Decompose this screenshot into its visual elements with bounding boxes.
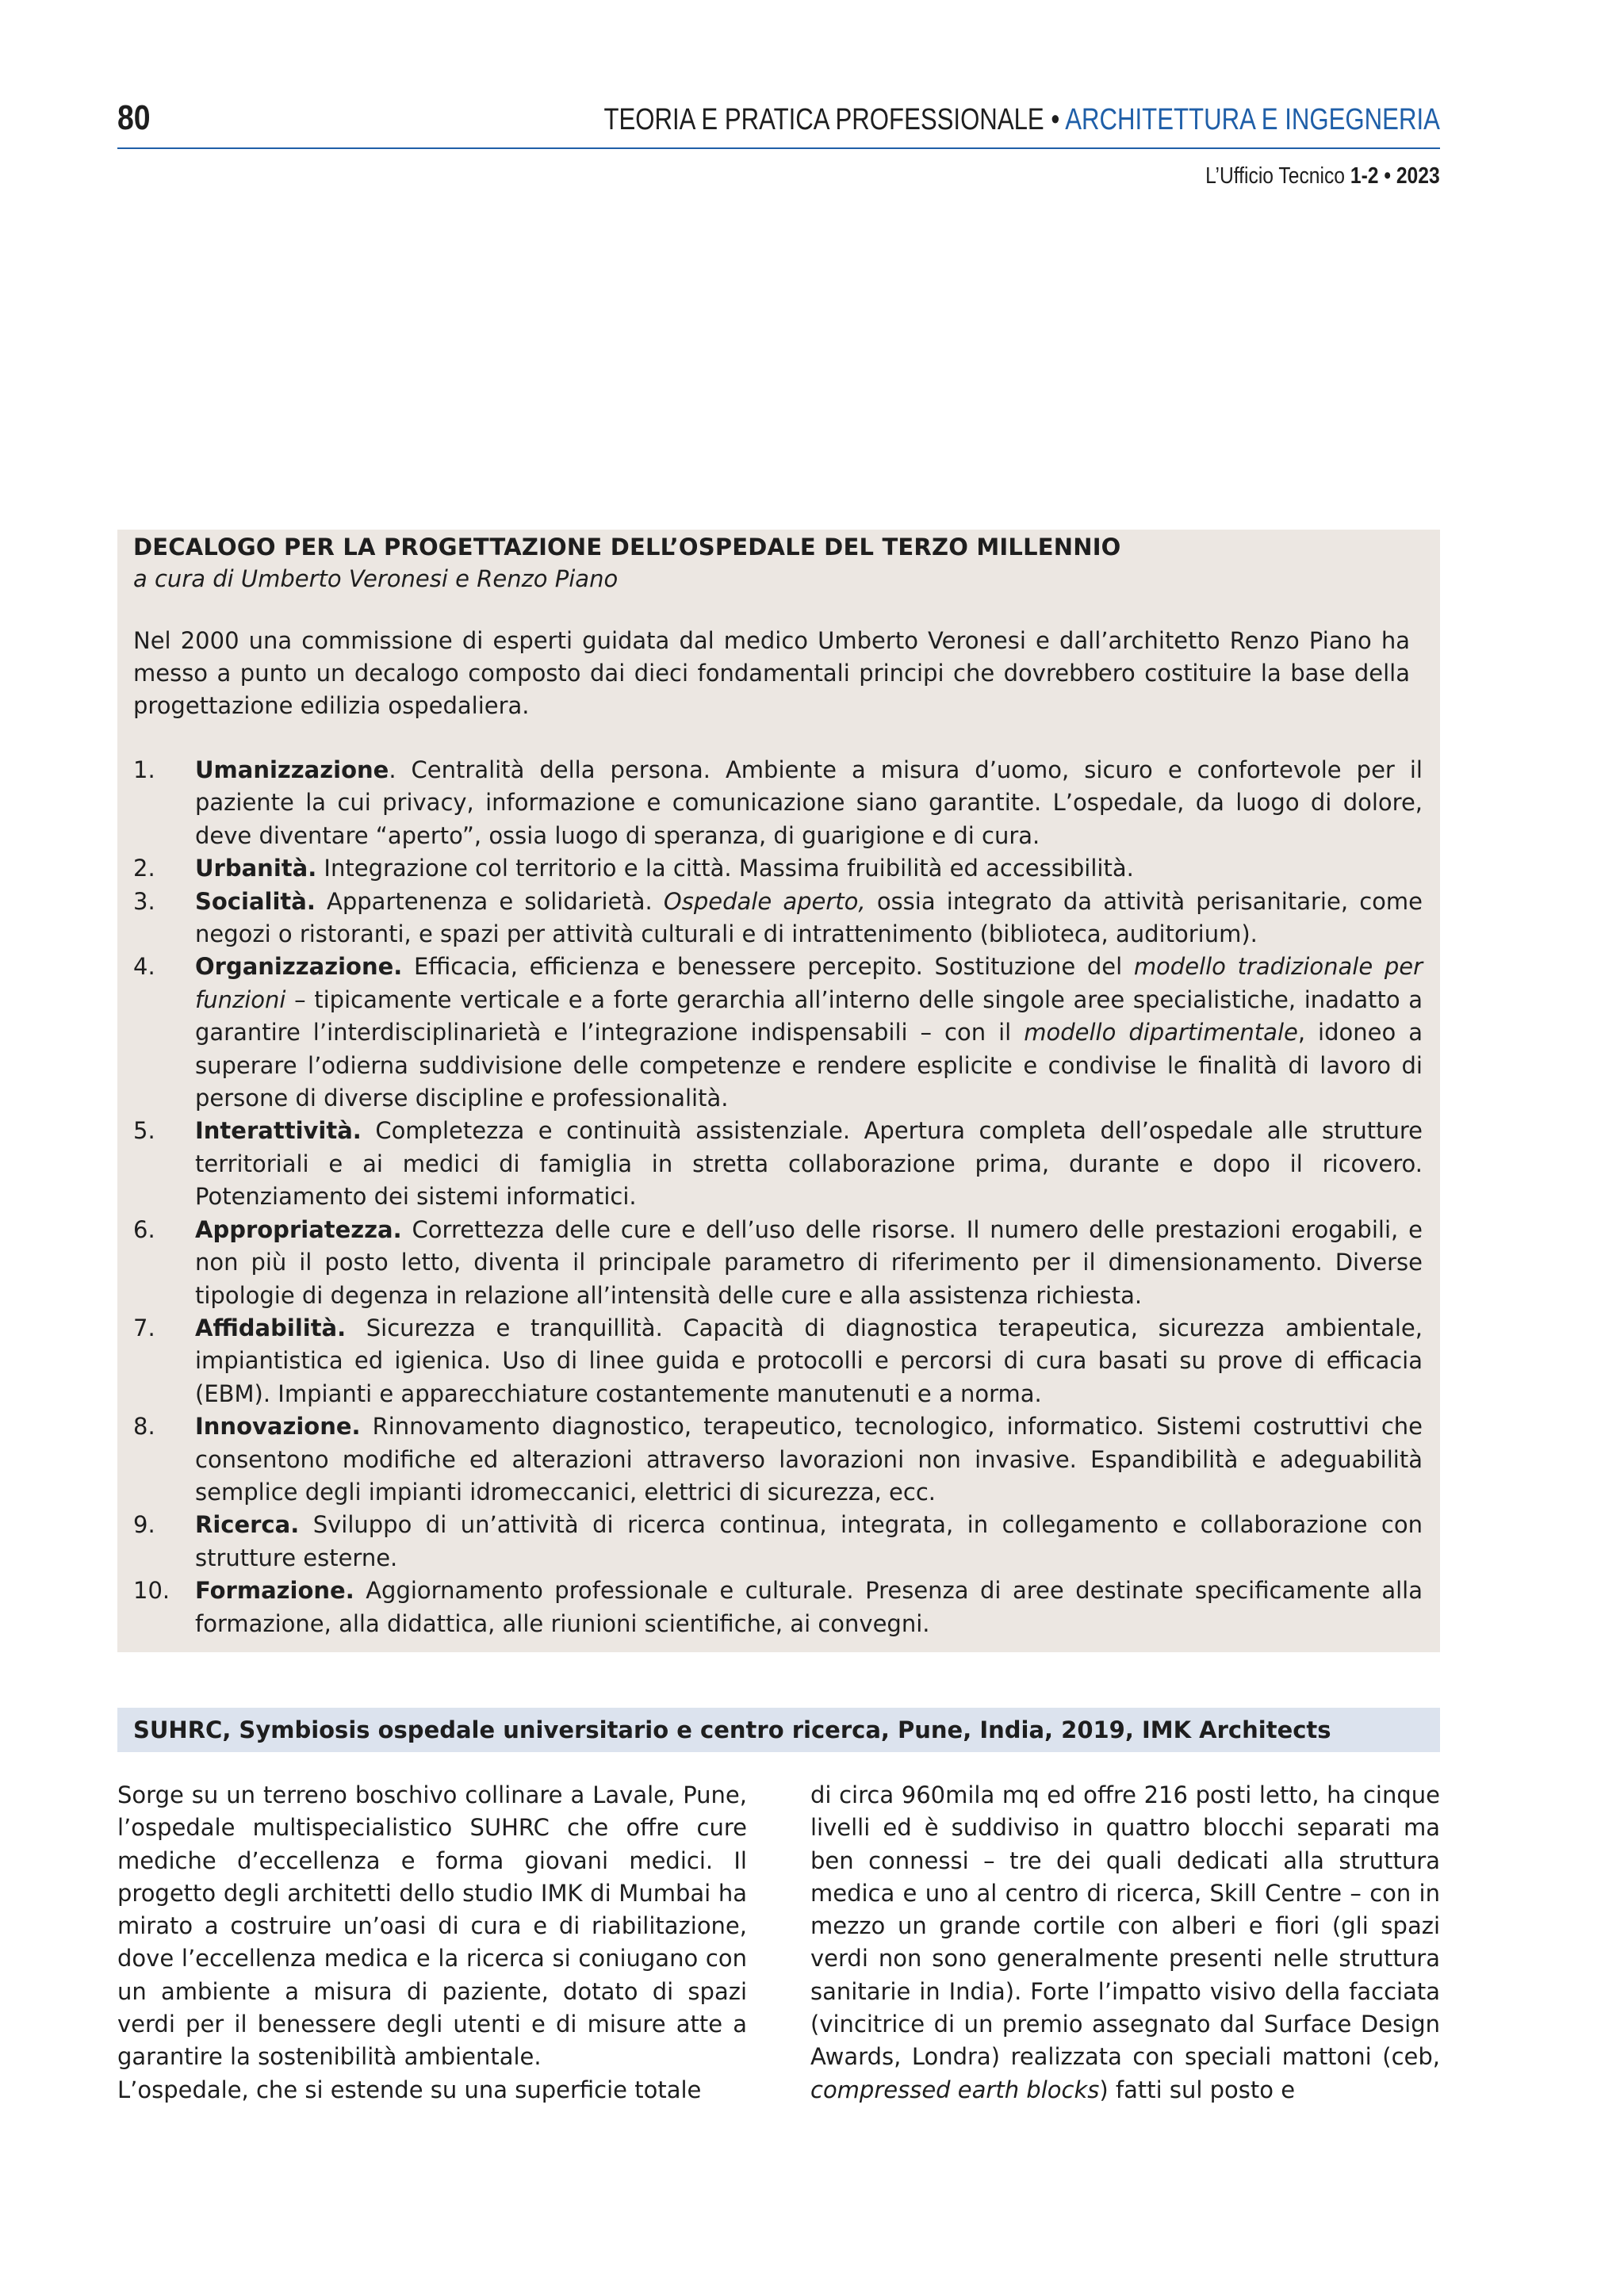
article-paragraph [810,1779,1440,2107]
decalogo-item [133,1410,1423,1509]
decalogo-item-text: Completezza e continuità assistenziale. Apertura completa dell’ospedale alle strutture territoriali e ai medici di famiglia in stretta collaborazione prima, durante e dopo il ricovero. Potenziamento dei sistemi informatici. [195,1117,1423,1211]
page-number: 80 [117,98,151,137]
decalogo-item-term: Socialità. [195,887,316,915]
decalogo-item-text: Rinnovamento diagnostico, terapeutico, tecnologico, informatico. Sistemi costruttivi che consentono modifiche ed alterazioni attraverso lavorazioni non invasive. Espandibilità e adeguabilità semplice degli impianti idromeccanici, elettrici di sicurezza, ecc. [195,1413,1423,1506]
decalogo-item-number: 10. [133,1577,170,1605]
running-header [604,103,1440,137]
decalogo-item-text: Aggiornamento professionale e culturale. Presenza di aree destinate specificamente alla formazione, alla didattica, alle riunioni scientifiche, ai convegni. [195,1577,1423,1637]
journal-year: 2023 [1396,163,1440,189]
header-rule [117,147,1440,149]
decalogo-item [133,1214,1423,1312]
decalogo-item-term: Umanizzazione [195,756,389,783]
article-text: ) fatti sul posto e [1099,2076,1296,2103]
decalogo-title: DECALOGO PER LA PROGETTAZIONE DELL’OSPEDALE DEL TERZO MILLENNIO [133,534,1121,561]
decalogo-item [133,754,1423,852]
decalogo-item [133,1312,1423,1410]
decalogo-item-text: , idoneo a superare l’odierna suddivisione delle competenze e rendere esplicite e condivise le finalità di lavoro di persone di diverse discipline e professionalità. [195,1019,1423,1112]
decalogo-item-term: Formazione. [195,1577,354,1605]
decalogo-intro: Nel 2000 una commissione di esperti guidata dal medico Umberto Veronesi e dall’architetto Renzo Piano ha messo a punto un decalogo composto dai dieci fondamentali principi che dovrebbero costituire la base della progettazione edilizia ospedaliera. [133,627,1410,719]
decalogo-item [133,1575,1423,1640]
decalogo-item-text: . Centralità della persona. Ambiente a misura d’uomo, sicuro e confortevole per il paziente la cui privacy, informazione e comunicazione siano garantite. L’ospedale, da luogo di dolore, deve diventare “aperto”, ossia luogo di speranza, di guarigione e di cura. [195,756,1423,849]
decalogo-item-text: Appartenenza e solidarietà. [315,887,664,915]
article-paragraph: L’ospedale, che si estende su una superficie totale [117,2076,702,2103]
decalogo-item-term: Innovazione. [195,1413,361,1441]
decalogo-item-number: 1. [133,756,155,783]
journal-name: L’Ufficio Tecnico [1205,163,1346,189]
decalogo-item-term: Appropriatezza. [195,1215,402,1243]
decalogo-list [133,754,1423,1640]
decalogo-item-number: 5. [133,1117,155,1145]
decalogo-item-text: Integrazione col territorio e la città. Massima fruibilità ed accessibilità. [316,855,1134,882]
decalogo-item-italic-text: modello dipartimentale [1024,1019,1298,1047]
decalogo-item-term: Affidabilità. [195,1314,347,1341]
decalogo-item-text: Efficacia, efficienza e benessere percepito. Sostituzione del [402,953,1134,981]
subsection-title: ARCHITETTURA E INGEGNERIA [1065,103,1440,136]
decalogo-item-italic-text: Ospedale aperto, [663,887,866,915]
decalogo-item-term: Interattività. [195,1117,362,1145]
article-text: di circa 960mila mq ed offre 216 posti letto, ha cinque livelli ed è suddiviso in quattro blocchi separati ma ben connessi – tre dei quali dedicati alla struttura medica e uno al centro di ricerca, Skill Centre – con in mezzo un grande cortile con alberi e fiori (gli spazi verdi non sono generalmente presenti nelle struttura sanitarie in India). Forte l’impatto visivo della facciata (vincitrice di un premio assegnato dal Surface Design Awards, Londra) realizzata con speciali mattoni (ceb, [810,1781,1440,2071]
decalogo-item-text: – tipicamente verticale e a forte gerarchia all’interno delle singole aree specialistiche, inadatto a garantire l’interdisciplinarietà e l’integrazione indispensabili – con il [195,985,1423,1047]
decalogo-item-number: 8. [133,1413,155,1441]
decalogo-item [133,951,1423,1115]
header-bullet: • [1051,103,1060,136]
article-italic-text: compressed earth blocks [810,2076,1100,2103]
decalogo-item-term: Organizzazione. [195,953,403,981]
section-title: TEORIA E PRATICA PROFESSIONALE [603,103,1044,136]
decalogo-item-text: Correttezza delle cure e dell’uso delle risorse. Il numero delle prestazioni erogabili, e non più il posto letto, diventa il principale parametro di riferimento per il dimensionamento. Diverse tipologie di degenza in relazione all’intensità delle cure e alla assistenza richiesta. [195,1215,1423,1309]
decalogo-item-number: 4. [133,953,155,981]
decalogo-item-text: Sviluppo di un’attività di ricerca continua, integrata, in collegamento e collaborazione con strutture esterne. [195,1511,1423,1571]
decalogo-item-number: 2. [133,855,155,882]
journal-issue: 1-2 [1350,163,1379,189]
decalogo-item-italic-text: modello tradizionale per funzioni [195,953,1423,1013]
decalogo-item-number: 9. [133,1511,155,1539]
article-paragraph: Sorge su un terreno boschivo collinare a Lavale, Pune, l’ospedale multispecialistico SUHRC che offre cure mediche d’eccellenza e forma giovani medici. Il progetto degli architetti dello studio IMK di Mumbai ha mirato a costruire un’oasi di cura e di riabilitazione, dove l’eccellenza medica e la ricerca si coniugano con un ambiente a misura di paziente, dotato di spazi verdi per il benessere degli utenti e di misure atte a garantire la sostenibilità ambientale. [117,1781,747,2071]
decalogo-item-number: 6. [133,1215,155,1243]
decalogo-item [133,1115,1423,1213]
decalogo-item-number: 3. [133,887,155,915]
article-column-right [810,1779,1440,2107]
decalogo-item-text: ossia integrato da attività perisanitarie, come negozi o ristoranti, e spazi per attività culturali e di intrattenimento (biblioteca, auditorium). [195,887,1423,948]
decalogo-item-term: Ricerca. [195,1511,300,1539]
decalogo-box [117,530,1440,1652]
journal-bullet: • [1384,163,1392,189]
decalogo-item-term: Urbanità. [195,855,317,882]
article-column-left [117,1779,747,2107]
decalogo-item [133,1509,1423,1575]
decalogo-author: a cura di Umberto Veronesi e Renzo Piano [133,565,619,592]
decalogo-item-text: Sicurezza e tranquillità. Capacità di diagnostica terapeutica, sicurezza ambientale, impiantistica ed igienica. Uso di linee guida e protocolli e percorsi di cura basati su prove di efficacia (EBM). Impianti e apparecchiature costantemente manutenuti e a norma. [195,1314,1423,1407]
journal-info [1205,163,1440,189]
decalogo-item [133,852,1423,885]
decalogo-item [133,886,1423,951]
project-banner: SUHRC, Symbiosis ospedale universitario e centro ricerca, Pune, India, 2019, IMK Architects [117,1708,1440,1752]
decalogo-item-number: 7. [133,1314,155,1341]
